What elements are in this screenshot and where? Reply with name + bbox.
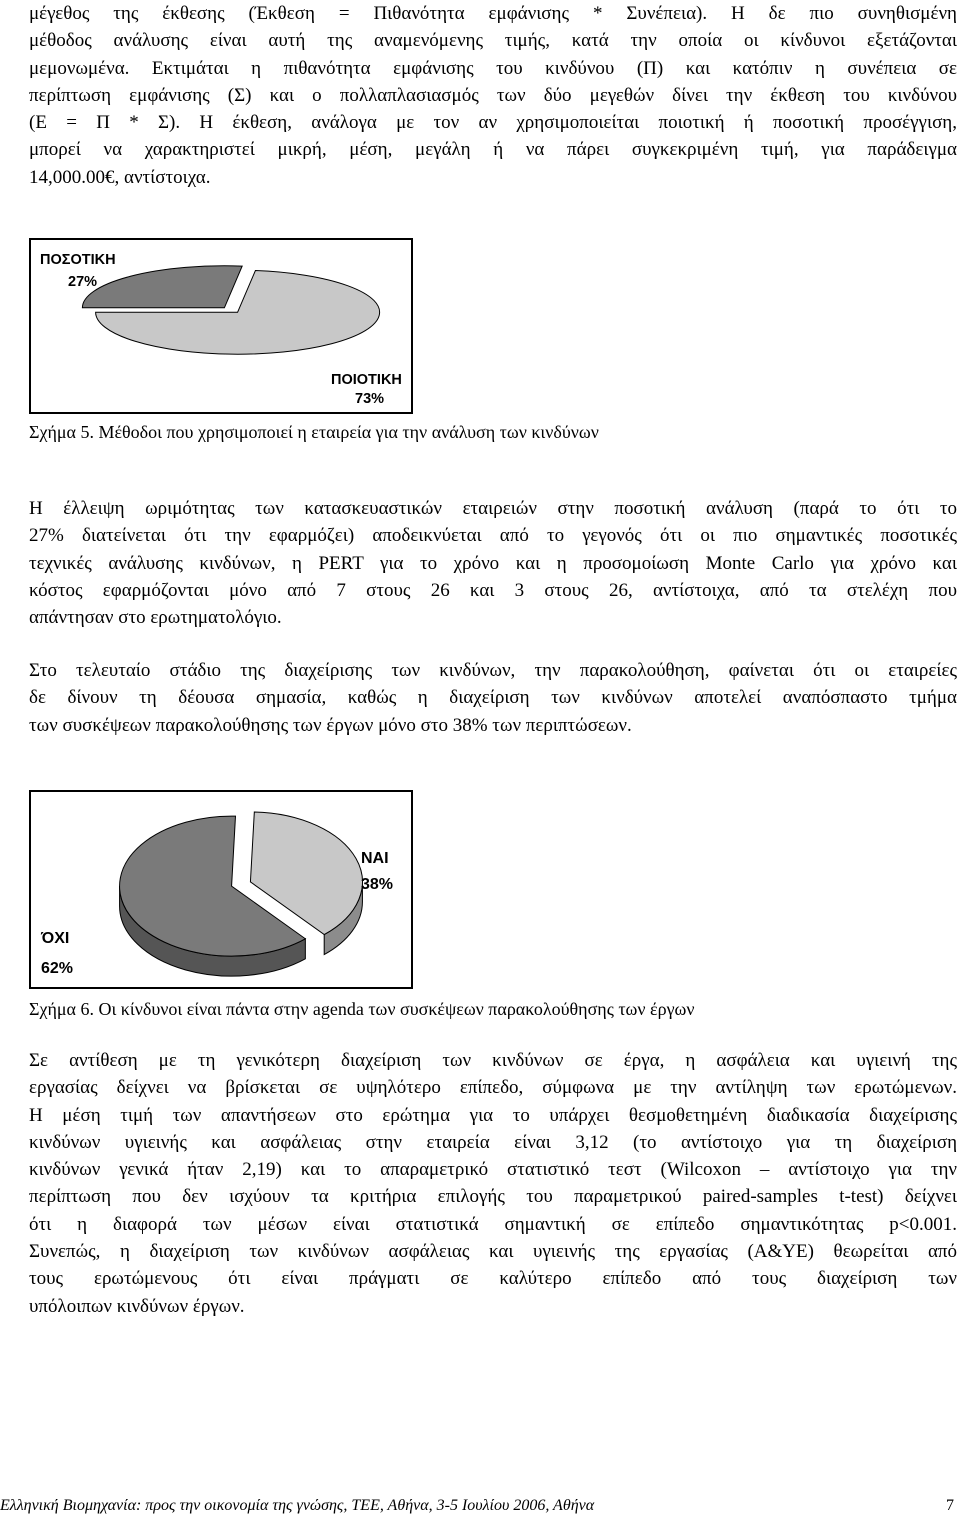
paragraph-2 bbox=[29, 495, 957, 631]
text-line: ότι η διαφορά των μέσων είναι στατιστικά σημαντική σε επίπεδο σημαντικότητας p<0.001. bbox=[29, 1213, 957, 1235]
text-line: υπόλοιπων κινδύνων έργων. bbox=[29, 1295, 245, 1317]
text-line: μπορεί να χαρακτηριστεί μικρή, μέση, μεγάλη ή να πάρει συγκεκριμένη τιμή, για παράδειγμα bbox=[29, 139, 957, 161]
text-line: εργασίας δείχνει να βρίσκεται σε υψηλότερο επίπεδο, σύμφωνα με την αντίληψη των ερωτώμενων. bbox=[29, 1077, 957, 1099]
text-line: μεμονωμένα. Εκτιμάται η πιθανότητα εμφάνισης του κινδύνου (Π) και κατόπιν η συνέπεια σε bbox=[29, 57, 957, 79]
pct-nai: 38% bbox=[361, 876, 394, 893]
text-line: Συνεπώς, η διαχείριση των κινδύνων ασφάλειας και υγιεινής της εργασίας (Α&ΥΕ) θεωρείται από bbox=[29, 1241, 957, 1263]
figure-5-chart bbox=[29, 238, 413, 414]
label-poiotiki: ΠΟΙΟΤΙΚΗ bbox=[331, 372, 402, 388]
pct-posotiki: 27% bbox=[68, 274, 98, 290]
text-line: Η μέση τιμή των απαντήσεων στο ερώτημα για το υπάρχει θεσμοθετημένη διαδικασία διαχείρισης bbox=[29, 1104, 957, 1126]
text-line: τεχνικές ανάλυσης κινδύνων, η PERT για το χρόνο και η προσομοίωση Monte Carlo για χρόνο και bbox=[29, 552, 957, 574]
text-line: 27% διατείνεται ότι την εφαρμόζει) αποδεικνύεται από το γεγονός ότι οι πιο σημαντικές ποσοτικές bbox=[29, 525, 957, 547]
pct-poiotiki: 73% bbox=[355, 391, 385, 407]
text-line: κόστος εφαρμόζονται μόνο από 7 στους 26 και 3 στους 26, αντίστοιχα, από τα στελέχη που bbox=[29, 579, 957, 601]
text-line: Σε αντίθεση με τη γενικότερη διαχείριση των κινδύνων σε έργα, η ασφάλεια και υγιεινή της bbox=[29, 1050, 957, 1071]
page-footer bbox=[0, 1497, 960, 1515]
pct-oxi: 62% bbox=[41, 960, 74, 977]
paragraph-3 bbox=[29, 657, 957, 739]
figure-6-chart bbox=[29, 790, 413, 989]
pie-slice-0 bbox=[82, 266, 242, 308]
text-line: τους ερωτώμενους ότι είναι πράγματι σε καλύτερο επίπεδο από τους διαχείριση των bbox=[29, 1268, 957, 1290]
text-line: μέθοδος ανάλυσης είναι αυτή της αναμενόμενης τιμής, κατά την οποία οι κίνδυνοι εξετάζονται bbox=[29, 30, 957, 52]
figure-5-caption: Σχήμα 5. Μέθοδοι που χρησιμοποιεί η εταιρεία για την ανάλυση των κινδύνων bbox=[29, 422, 599, 442]
text-line: Στο τελευταίο στάδιο της διαχείρισης των κινδύνων, την παρακολούθηση, φαίνεται ότι οι εταιρείες bbox=[29, 660, 957, 681]
text-line: περίπτωση εμφάνισης (Σ) και ο πολλαπλασιασμός των δύο μεγεθών δίνει την έκθεση του κινδύνου bbox=[29, 84, 957, 106]
text-line: 14,000.00€, αντίστοιχα. bbox=[29, 166, 211, 188]
label-posotiki: ΠΟΣΟΤΙΚΗ bbox=[40, 252, 116, 268]
text-line: κινδύνων υγιεινής και ασφάλειας στην εταιρεία είναι 3,12 (το αντίστοιχο για τη διαχείριση bbox=[29, 1131, 957, 1153]
paragraph-4 bbox=[29, 1047, 957, 1320]
label-nai: ΝΑΙ bbox=[361, 850, 389, 867]
figure-6-caption: Σχήμα 6. Οι κίνδυνοι είναι πάντα στην agenda των συσκέψεων παρακολούθησης των έργων bbox=[29, 999, 695, 1019]
text-line: περίπτωση που δεν ισχύουν τα κριτήρια επιλογής του παραμετρικού paired-samples t-test) δείχνει bbox=[29, 1186, 957, 1208]
label-oxi: ΌΧΙ bbox=[41, 930, 70, 947]
footer-text: Ελληνική Βιομηχανία: προς την οικονομία της γνώσης, ΤΕΕ, Αθήνα, 3-5 Ιουλίου 2006, Αθήνα bbox=[0, 1497, 595, 1514]
text-line: δε δίνουν τη δέουσα σημασία, καθώς η διαχείριση των κινδύνων αποτελεί αναπόσπαστο τμήμα bbox=[29, 687, 957, 709]
text-line: απάντησαν στο ερωτηματολόγιο. bbox=[29, 607, 282, 629]
text-line: των συσκέψεων παρακολούθησης των έργων μόνο στο 38% των περιπτώσεων. bbox=[29, 714, 632, 736]
paragraph-1 bbox=[29, 0, 957, 191]
text-line: Η έλλειψη ωριμότητας των κατασκευαστικών εταιρειών στην ποσοτική ανάλυση (παρά το ότι το bbox=[29, 498, 957, 519]
text-line: κινδύνων γενικά ήταν 2,19) και το απαραμετρικό στατιστικό τεστ (Wilcoxon – αντίστοιχο για την bbox=[29, 1159, 957, 1181]
text-line: (Ε = Π * Σ). Η έκθεση, ανάλογα με τον αν χρησιμοποιείται ποιοτική ή ποσοτική προσέγγιση, bbox=[29, 112, 957, 134]
pie-chart-6 bbox=[31, 792, 411, 987]
page-number: 7 bbox=[946, 1497, 954, 1514]
text-line: μέγεθος της έκθεσης (Έκθεση = Πιθανότητα εμφάνισης * Συνέπεια). Η δε πιο συνηθισμένη bbox=[29, 3, 957, 24]
